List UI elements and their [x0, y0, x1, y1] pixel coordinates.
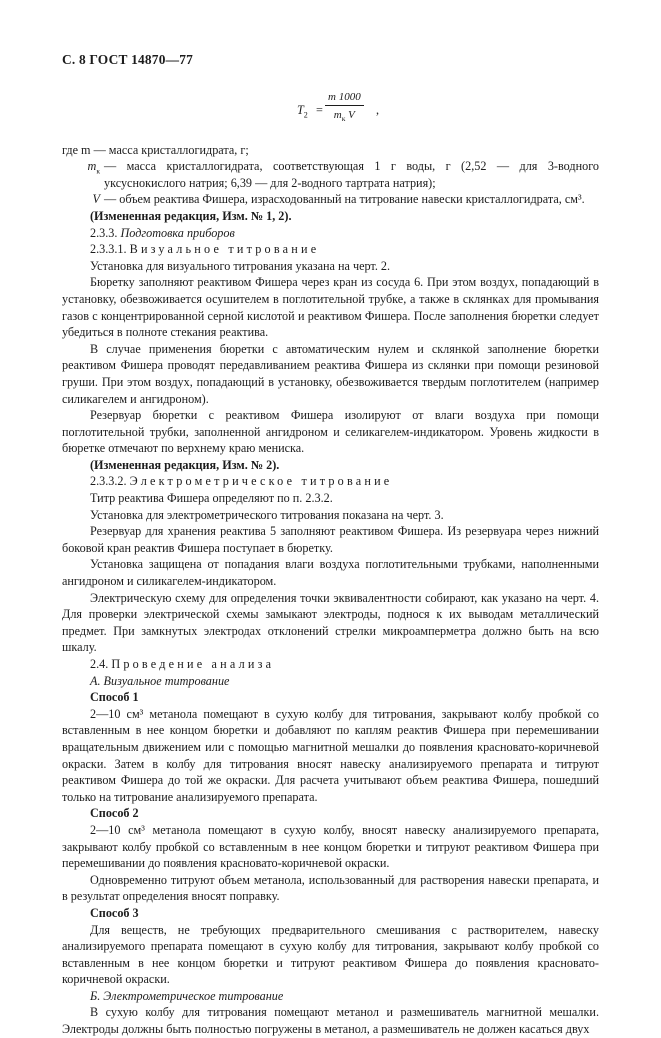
- paragraph: Для веществ, не требующих предварительного смешивания с растворителем, навеску анализируемого препарата помещают в сухую колбу для титрования, закрывают колбу пробкой со вставленным в нее концом бюретки и титруют реактивом Фишера до появления красновато-коричневой окраски.: [62, 922, 599, 987]
- definition-v-term: V: [92, 192, 100, 207]
- formula-lhs: [297, 102, 308, 124]
- paragraph: Установка для визуального титрования указана на черт. 2.: [90, 258, 391, 273]
- page-header: С. 8 ГОСТ 14870—77: [62, 52, 193, 67]
- definition-mk-var: m: [87, 159, 97, 174]
- section-2-3-3: [62, 225, 599, 242]
- paragraph: В случае применения бюретки с автоматическим нулем и склянкой заполнение бюретки реактивом Фишера проводят передавливанием реактива Фишера из склянки при помощи резиновой груши. При этом воздух, попадающий в установку, обезвоживается твердым поглотителем (например силикагелем и ангидроном).: [62, 341, 599, 406]
- formula-lhs-sub: 2: [303, 110, 308, 120]
- paragraph: Бюретку заполняют реактивом Фишера через кран из сосуда 6. При этом воздух, попадающий в установку, обезвоживается осушителем в поглотительной трубке, а также в склянках для промывания газов с концентрированной серной кислотой и реактивом Фишера. После заполнения бюретки следует убедиться в полноте стекания реактива.: [62, 275, 599, 340]
- formula-equals: =: [316, 102, 323, 117]
- section-2-3-3-num: 2.3.3.: [90, 225, 118, 240]
- section-2-3-3-title: Подготовка приборов: [120, 225, 235, 240]
- definition-mk: [62, 158, 599, 191]
- formula-comma: ,: [376, 102, 380, 117]
- document-page: [62, 52, 599, 1038]
- revision-note-1: (Измененная редакция, Изм. № 1, 2).: [90, 208, 292, 223]
- formula-den-tail: V: [345, 108, 355, 121]
- section-2-4-num: 2.4.: [90, 657, 109, 671]
- section-2-3-3-1: [62, 241, 599, 258]
- definition-v-body: — объем реактива Фишера, израсходованный на титрование навески кристаллогидрата, см³.: [104, 192, 585, 207]
- formula-den-var: m: [333, 108, 342, 121]
- method-1-heading: Способ 1: [90, 690, 139, 705]
- paragraph: Титр реактива Фишера определяют по п. 2.3.2.: [90, 491, 333, 506]
- paragraph: Резервуар для хранения реактива 5 заполняют реактивом Фишера. Из резервуара через нижний боковой кран реактив Фишера поступает в бюретку.: [62, 524, 599, 555]
- definition-mk-body: — масса кристаллогидрата, соответствующая 1 г воды, г (2,52 — для 3-водного уксуснокислого натрия; 6,39 — для 2-водного тартрата натрия);: [104, 159, 599, 190]
- subsection-b: Б. Электрометрическое титрование: [90, 988, 284, 1003]
- paragraph: Установка для электрометрического титрования показана на черт. 3.: [90, 507, 444, 522]
- formula-t2: [62, 90, 599, 128]
- section-2-3-3-2-title: Электрометрическое титрование: [129, 474, 393, 489]
- formula-den-sub: к: [341, 113, 346, 123]
- formula-denominator: [325, 106, 364, 126]
- paragraph: 2—10 см³ метанола помещают в сухую колбу для титрования, закрывают колбу пробкой со вставленным в нее концом бюретки и добавляют по каплям реактив Фишера при перемешивании вращательным движением или с помощью магнитной мешалки до появления красновато-коричневой окраски. Затем в колбу для титрования вносят навеску анализируемого препарата и титруют реактивом Фишера до той же окраски. Для расчета учитывают объем реактива Фишера, пошедший только на титрование анализируемого препарата.: [62, 706, 599, 804]
- section-2-4-title: Проведение анализа: [111, 657, 275, 671]
- subsection-a: А. Визуальное титрование: [90, 673, 230, 688]
- paragraph: 2—10 см³ метанола помещают в сухую колбу, вносят навеску анализируемого препарата, закрывают колбу пробкой со вставленным в нее концом бюретки и титруют реактивом Фишера при перемешивании до появления красновато-коричневой окраски.: [62, 822, 599, 871]
- formula-fraction: [325, 90, 364, 126]
- section-2-3-3-2: [62, 473, 599, 490]
- section-2-3-3-2-num: 2.3.3.2.: [90, 474, 127, 489]
- paragraph: Одновременно титруют объем метанола, использованный для растворения навески препарата, и в результат определения вносят поправку.: [62, 872, 599, 904]
- definition-v: [62, 191, 599, 208]
- revision-note-2: (Измененная редакция, Изм. № 2).: [90, 457, 280, 472]
- method-3-heading: Способ 3: [90, 905, 139, 920]
- paragraph: Установка защищена от попадания влаги воздуха поглотительными трубками, наполненными ангидроном и силикагелем-индикатором.: [62, 557, 599, 589]
- section-2-4: [62, 656, 599, 673]
- definition-m: где m — масса кристаллогидрата, г;: [62, 142, 249, 157]
- section-2-3-3-1-title: Визуальное титрование: [129, 242, 320, 257]
- paragraph: В сухую колбу для титрования помещают метанол и размешиватель магнитной мешалки. Электроды должны быть полностью погружены в метанол, а размешиватель не должен касаться двух: [62, 1005, 599, 1037]
- paragraph: Электрическую схему для определения точки эквивалентности собирают, как указано на черт. 4. Для проверки электрической схемы замыкают электроды, подноcя к их выводам металлический предмет. При замкнутых электродах отклонений стрелки микроамперметра должно быть на всю шкалу.: [62, 590, 599, 655]
- paragraph: Резервуар бюретки с реактивом Фишера изолируют от влаги воздуха при помощи поглотительной трубки, заполненной ангидроном и селикагелем-индикатором. Уровень жидкости в бюретке отмечают по верхнему краю мениска.: [62, 408, 599, 456]
- section-2-3-3-1-num: 2.3.3.1.: [90, 242, 127, 257]
- method-2-heading: Способ 2: [90, 806, 139, 821]
- definition-mk-sub: к: [96, 166, 100, 176]
- definition-mk-term: [62, 158, 104, 191]
- formula-lhs-var: T: [297, 102, 304, 117]
- formula-numerator: m 1000: [325, 90, 364, 106]
